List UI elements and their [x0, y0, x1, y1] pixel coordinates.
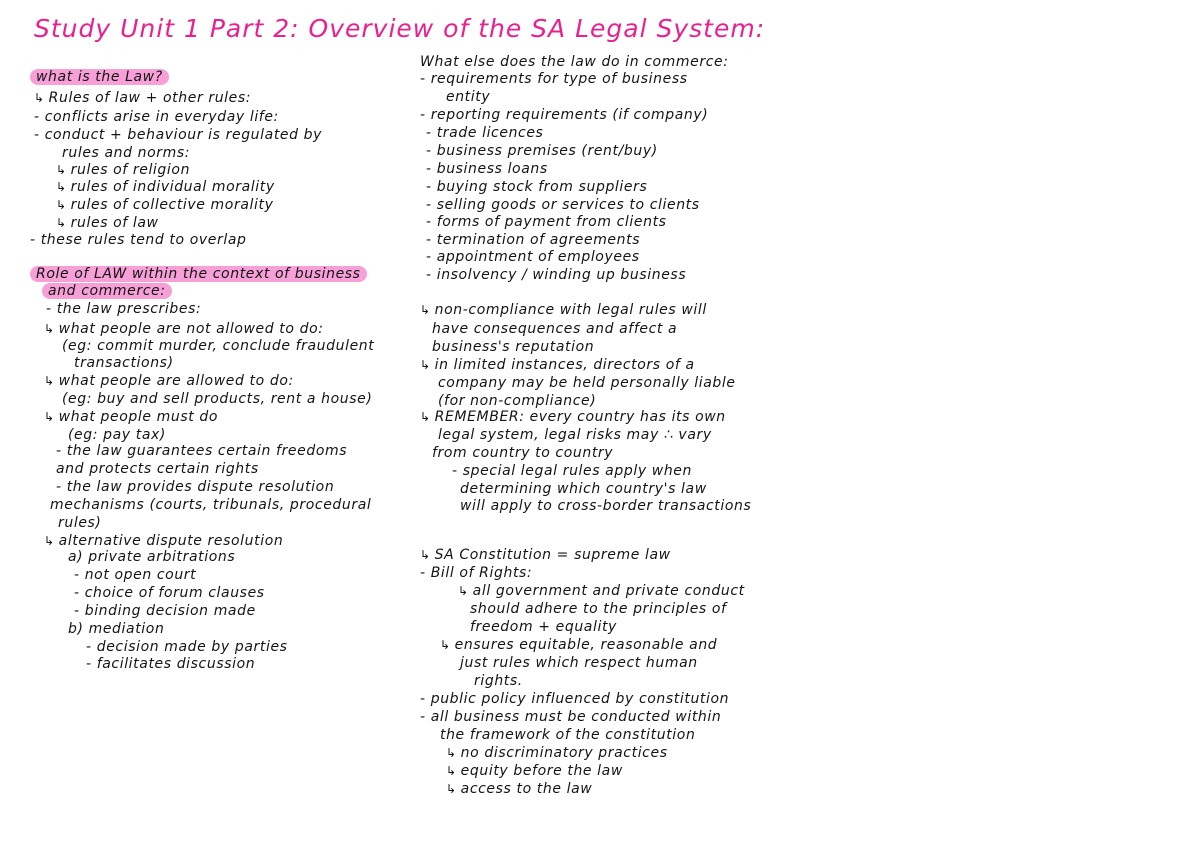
note-text: just rules which respect human	[460, 655, 698, 671]
note-text: (eg: commit murder, conclude fraudulent	[62, 338, 375, 354]
note-text: - business premises (rent/buy)	[426, 143, 658, 159]
right-line	[420, 356, 695, 374]
note-text: freedom + equality	[470, 619, 617, 635]
right-line	[458, 582, 745, 600]
arrow-icon: ↳	[56, 180, 67, 194]
right-line	[426, 124, 543, 142]
left-line	[58, 514, 102, 532]
right-line	[432, 320, 677, 338]
highlighted-heading: Role of LAW within the context of business	[30, 266, 367, 282]
left-line	[56, 214, 159, 232]
note-text: What else does the law do in commerce:	[420, 54, 729, 70]
note-text: rules of collective morality	[70, 197, 274, 213]
right-line	[438, 426, 712, 444]
note-text: what people are not allowed to do:	[58, 321, 324, 337]
note-text: - reporting requirements (if company)	[420, 107, 709, 123]
right-line	[420, 70, 688, 88]
left-line	[86, 655, 255, 673]
left-line	[74, 566, 196, 584]
note-text: will apply to cross-border transactions	[460, 498, 752, 514]
right-line	[452, 462, 692, 480]
arrow-icon: ↳	[440, 638, 451, 652]
left-line	[74, 584, 265, 602]
arrow-icon: ↳	[56, 216, 67, 230]
right-line	[426, 213, 667, 231]
left-line	[56, 460, 259, 478]
left-line	[68, 548, 235, 566]
right-line	[432, 444, 613, 462]
arrow-icon: ↳	[446, 782, 457, 796]
left-line	[34, 108, 279, 126]
left-line	[86, 638, 288, 656]
right-line	[420, 301, 707, 319]
left-line	[74, 602, 256, 620]
right-line	[446, 744, 668, 762]
note-text: - the law provides dispute resolution	[56, 479, 335, 495]
note-text: - insolvency / winding up business	[426, 267, 687, 283]
right-line	[420, 53, 729, 71]
note-text: - the law prescribes:	[46, 301, 202, 317]
arrow-icon: ↳	[420, 303, 431, 317]
left-line	[56, 478, 334, 496]
note-text: and protects certain rights	[56, 461, 259, 477]
left-line	[50, 496, 371, 514]
note-text: (eg: buy and sell products, rent a house)	[62, 391, 373, 407]
arrow-icon: ↳	[458, 584, 469, 598]
right-line	[420, 546, 671, 564]
note-text: determining which country's law	[460, 481, 707, 497]
right-line	[446, 88, 490, 106]
left-line	[34, 68, 169, 86]
arrow-icon: ↳	[446, 746, 457, 760]
note-text: - facilitates discussion	[86, 656, 256, 672]
right-line	[470, 600, 727, 618]
note-text: rules of religion	[70, 162, 191, 178]
arrow-icon: ↳	[44, 410, 55, 424]
note-text: rules)	[58, 515, 102, 531]
note-text: what people must do	[58, 409, 218, 425]
right-line	[420, 564, 532, 582]
note-text: company may be held personally liable	[438, 375, 736, 391]
note-text: rights.	[474, 673, 523, 689]
note-text: - Bill of Rights:	[420, 565, 533, 581]
note-text: all government and private conduct	[472, 583, 745, 599]
note-text: - special legal rules apply when	[452, 463, 692, 479]
right-line	[426, 231, 640, 249]
note-text: - forms of payment from clients	[426, 214, 667, 230]
right-line	[420, 106, 708, 124]
left-line	[56, 196, 273, 214]
note-text: rules and norms:	[62, 145, 191, 161]
note-text: REMEMBER: every country has its own	[434, 409, 726, 425]
highlighted-heading: and commerce:	[42, 283, 172, 299]
note-text: transactions)	[74, 355, 174, 371]
left-line	[44, 408, 218, 426]
note-text: a) private arbitrations	[68, 549, 236, 565]
right-line	[474, 672, 523, 690]
note-text: business's reputation	[432, 339, 595, 355]
arrow-icon: ↳	[420, 410, 431, 424]
left-line	[56, 161, 190, 179]
right-line	[470, 618, 617, 636]
left-line	[34, 126, 322, 144]
right-line	[460, 497, 751, 515]
arrow-icon: ↳	[34, 91, 45, 105]
left-line	[44, 372, 294, 390]
note-text: alternative dispute resolution	[58, 533, 284, 549]
arrow-icon: ↳	[56, 163, 67, 177]
note-text: - termination of agreements	[426, 232, 641, 248]
note-text: in limited instances, directors of a	[434, 357, 695, 373]
left-line	[44, 320, 324, 338]
right-line	[446, 762, 623, 780]
right-line	[420, 708, 721, 726]
note-text: what people are allowed to do:	[58, 373, 294, 389]
note-text: SA Constitution = supreme law	[434, 547, 671, 563]
right-line	[446, 780, 592, 798]
page-title: Study Unit 1 Part 2: Overview of the SA Legal System:	[34, 14, 766, 43]
arrow-icon: ↳	[446, 764, 457, 778]
note-text: non-compliance with legal rules will	[434, 302, 707, 318]
highlighted-heading: what is the Law?	[30, 69, 169, 85]
arrow-icon: ↳	[420, 358, 431, 372]
note-text: - these rules tend to overlap	[30, 232, 247, 248]
right-line	[420, 690, 729, 708]
note-text: - public policy influenced by constitution	[420, 691, 730, 707]
left-line	[62, 144, 190, 162]
note-text: have consequences and affect a	[432, 321, 678, 337]
arrow-icon: ↳	[44, 534, 55, 548]
left-line	[74, 354, 174, 372]
note-text: - choice of forum clauses	[74, 585, 265, 601]
right-line	[460, 480, 707, 498]
note-text: - appointment of employees	[426, 249, 640, 265]
note-text: b) mediation	[68, 621, 165, 637]
note-text: - buying stock from suppliers	[426, 179, 648, 195]
right-line	[438, 374, 736, 392]
note-text: - decision made by parties	[86, 639, 288, 655]
left-line	[68, 620, 164, 638]
arrow-icon: ↳	[44, 322, 55, 336]
note-text: the framework of the constitution	[440, 727, 696, 743]
right-line	[460, 654, 698, 672]
right-line	[426, 178, 647, 196]
note-text: - the law guarantees certain freedoms	[56, 443, 348, 459]
left-line	[34, 265, 367, 283]
note-text: legal system, legal risks may ∴ vary	[438, 427, 712, 443]
note-text: - conduct + behaviour is regulated by	[34, 127, 323, 143]
left-line	[62, 337, 374, 355]
left-line	[34, 89, 251, 107]
note-text: ensures equitable, reasonable and	[454, 637, 718, 653]
note-text: - not open court	[74, 567, 197, 583]
arrow-icon: ↳	[420, 548, 431, 562]
left-line	[62, 390, 372, 408]
note-text: - trade licences	[426, 125, 544, 141]
note-text: Rules of law + other rules:	[48, 90, 252, 106]
note-text: - conflicts arise in everyday life:	[34, 109, 279, 125]
right-line	[426, 266, 686, 284]
note-text: - selling goods or services to clients	[426, 197, 700, 213]
left-line	[46, 282, 172, 300]
note-text: no discriminatory practices	[460, 745, 668, 761]
left-line	[56, 442, 347, 460]
note-text: (eg: pay tax)	[68, 427, 166, 443]
note-text: access to the law	[460, 781, 593, 797]
arrow-icon: ↳	[44, 374, 55, 388]
left-line	[56, 178, 275, 196]
right-line	[426, 248, 640, 266]
note-text: should adhere to the principles of	[470, 601, 727, 617]
right-line	[426, 196, 700, 214]
note-text: - binding decision made	[74, 603, 256, 619]
note-text: rules of individual morality	[70, 179, 275, 195]
note-text: rules of law	[70, 215, 159, 231]
right-line	[426, 160, 548, 178]
left-line	[46, 300, 201, 318]
arrow-icon: ↳	[56, 198, 67, 212]
note-text: entity	[446, 89, 491, 105]
note-text: (for non-compliance)	[438, 393, 597, 409]
note-text: - requirements for type of business	[420, 71, 688, 87]
note-text: - business loans	[426, 161, 548, 177]
note-text: - all business must be conducted within	[420, 709, 722, 725]
right-line	[420, 408, 726, 426]
right-line	[440, 726, 695, 744]
right-line	[426, 142, 658, 160]
note-text: mechanisms (courts, tribunals, procedural	[50, 497, 372, 513]
note-text: from country to country	[432, 445, 614, 461]
right-line	[432, 338, 594, 356]
right-line	[440, 636, 717, 654]
note-text: equity before the law	[460, 763, 623, 779]
left-line	[30, 231, 247, 249]
